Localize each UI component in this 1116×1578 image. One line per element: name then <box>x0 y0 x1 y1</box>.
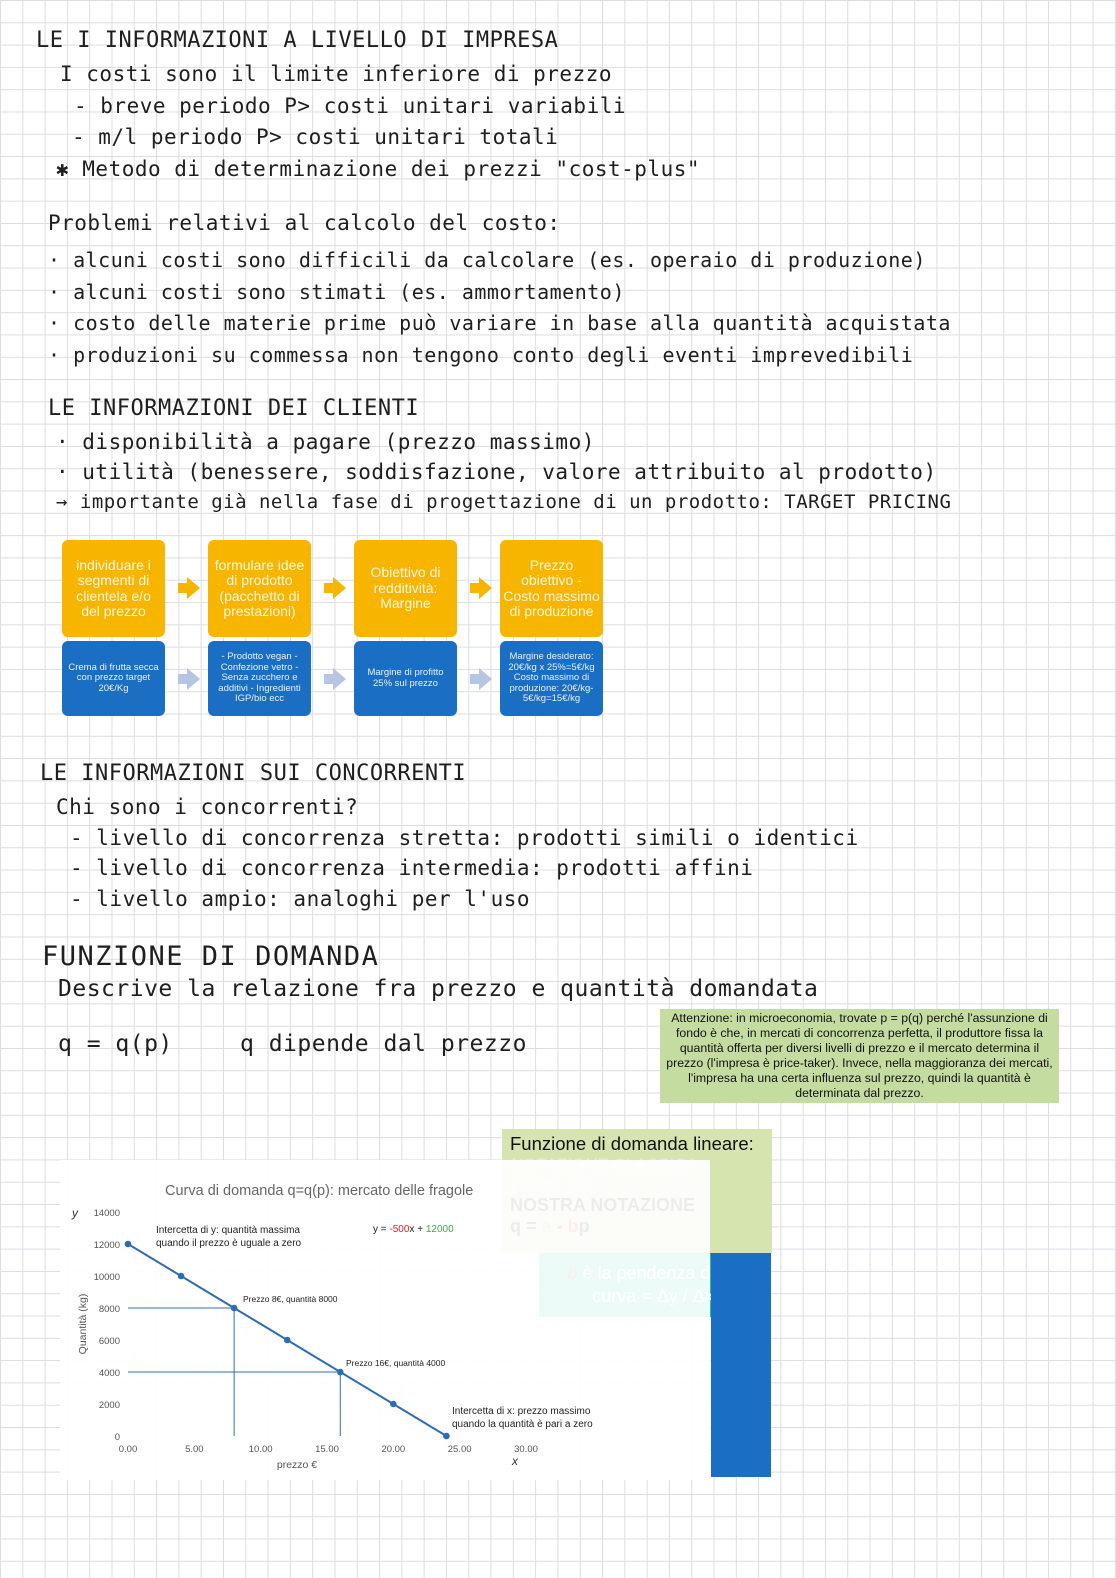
flow-arrow-icon <box>333 577 346 599</box>
x-tick-label: 15.00 <box>315 1444 339 1455</box>
x-tick-label: 25.00 <box>447 1444 472 1455</box>
x-tick-label: 0.00 <box>118 1444 138 1455</box>
flow-example-product: - Prodotto vegan - Confezione vetro - Senza zucchero e additivi - Ingredienti IGP/bio ecc <box>208 641 311 716</box>
data-point <box>284 1337 291 1344</box>
section3-title: LE INFORMAZIONI DEI CLIENTI <box>48 396 420 421</box>
section1-line: - breve periodo P> costi unitari variabili <box>74 94 627 118</box>
y-tick-label: 14000 <box>93 1208 120 1219</box>
annotation-point-16: Prezzo 16€, quantità 4000 <box>346 1358 446 1368</box>
data-point <box>231 1305 238 1312</box>
data-point <box>390 1401 397 1408</box>
section4-line: - livello ampio: analoghi per l'uso <box>70 887 531 911</box>
section5-title: FUNZIONE DI DOMANDA <box>42 941 380 972</box>
section2-line: · alcuni costi sono stimati (es. ammortamento) <box>48 280 625 304</box>
flow-step-product-ideas: formulare idee di prodotto (pacchetto di prestazioni) <box>208 540 311 637</box>
demand-formula-note: q dipende dal prezzo <box>240 1031 527 1057</box>
section1-line: - m/l periodo P> costi unitari totali <box>72 125 559 149</box>
data-point <box>337 1369 344 1376</box>
section4-title: LE INFORMAZIONI SUI CONCORRENTI <box>40 761 467 786</box>
y-tick-label: 6000 <box>98 1336 120 1347</box>
linear-demand-title: Funzione di domanda lineare: <box>510 1133 754 1154</box>
x-axis-label: prezzo € <box>276 1459 318 1471</box>
annotation-x-intercept: quando la quantità è pari a zero <box>452 1419 593 1430</box>
annotation-point-8: Prezzo 8€, quantità 8000 <box>243 1294 338 1304</box>
flow-step-segments: individuare i segmenti di clientela e/o del prezzo <box>62 540 165 637</box>
section1-line: I costi sono il limite inferiore di prezzo <box>60 62 613 86</box>
section2-line: · produzioni su commessa non tengono conto degli eventi imprevedibili <box>48 343 914 367</box>
flow-example-target-price: Margine desiderato: 20€/kg x 25%=5€/kg Costo massimo di produzione: 20€/kg-5€/kg=15€/kg <box>500 641 603 716</box>
equation-part: -500 <box>389 1224 410 1235</box>
flow-arrow-icon <box>479 577 492 599</box>
data-point <box>443 1433 450 1440</box>
equation-part: 12000 <box>425 1224 454 1235</box>
demand-curve-chart <box>60 1160 710 1480</box>
y-tick-label: 2000 <box>98 1400 120 1411</box>
section3-line: → importante già nella fase di progettazione di un prodotto: TARGET PRICING <box>56 491 952 513</box>
section5-line: Descrive la relazione fra prezzo e quantità domandata <box>58 976 819 1002</box>
y-tick-label: 12000 <box>93 1240 120 1251</box>
decorative-blue-bar <box>711 1253 771 1477</box>
x-tick-label: 30.00 <box>514 1444 538 1455</box>
section2-line: · costo delle materie prime può variare in base alla quantità acquistata <box>48 311 951 335</box>
equation-part: y = <box>373 1224 390 1235</box>
chart-background <box>60 1160 710 1480</box>
demand-formula: q = q(p) <box>58 1031 173 1057</box>
flow-arrow-icon <box>333 668 346 690</box>
section3-line: · disponibilità a pagare (prezzo massimo) <box>56 430 595 454</box>
y-tick-label: 10000 <box>93 1272 120 1283</box>
y-axis-letter: y <box>72 1206 78 1220</box>
flow-arrow-icon <box>187 577 200 599</box>
section4-line: Chi sono i concorrenti? <box>56 795 359 819</box>
x-tick-label: 10.00 <box>248 1444 273 1455</box>
equation-part: x + <box>409 1224 426 1235</box>
flow-arrow-icon <box>479 668 492 690</box>
section2-title: Problemi relativi al calcolo del costo: <box>48 211 561 235</box>
flow-example-segment: Crema di frutta secca con prezzo target 20€/Kg <box>62 641 165 716</box>
microeconomics-note: Attenzione: in microeconomia, trovate p = p(q) perché l'assunzione di fondo è che, in mercati di concorrenza perfetta, il produttore fissa la quantità offerta per diversi livelli di prezzo e il mercato determina il prezzo (l'impresa è price-taker). Invece, nella maggioranza dei mercati, l'impresa ha una certa influenza sul prezzo, quindi la quantità è determinata dal prezzo. <box>660 1009 1059 1103</box>
y-axis-label: Quantità (kg) <box>77 1293 89 1355</box>
x-tick-label: 20.00 <box>381 1444 406 1455</box>
section3-line: · utilità (benessere, soddisfazione, valore attribuito al prodotto) <box>56 460 937 484</box>
trendline-equation <box>373 1224 454 1235</box>
x-axis-letter: x <box>512 1454 518 1468</box>
annotation-x-intercept: Intercetta di x: prezzo massimo <box>452 1406 591 1417</box>
section2-line: · alcuni costi sono difficili da calcolare (es. operaio di produzione) <box>48 248 926 272</box>
section4-line: - livello di concorrenza stretta: prodotti simili o identici <box>70 826 859 850</box>
flow-arrow-icon <box>187 668 200 690</box>
data-point <box>178 1273 185 1280</box>
flow-example-margin: Margine di profitto 25% sul prezzo <box>354 641 457 716</box>
section1-line: ✱ Metodo di determinazione dei prezzi "cost-plus" <box>56 157 701 181</box>
section1-title: LE I INFORMAZIONI A LIVELLO DI IMPRESA <box>36 28 559 53</box>
y-tick-label: 4000 <box>98 1368 120 1379</box>
section4-line: - livello di concorrenza intermedia: prodotti affini <box>70 856 754 880</box>
x-tick-label: 5.00 <box>185 1444 204 1455</box>
chart-title: Curva di domanda q=q(p): mercato delle fragole <box>165 1183 474 1199</box>
y-tick-label: 0 <box>114 1432 120 1443</box>
flow-step-margin: Obiettivo di redditività: Margine <box>354 540 457 637</box>
data-point <box>125 1241 132 1248</box>
annotation-y-intercept: quando il prezzo è uguale a zero <box>156 1238 302 1249</box>
annotation-y-intercept: Intercetta di y: quantità massima <box>156 1225 300 1236</box>
y-tick-label: 8000 <box>98 1304 120 1315</box>
flow-step-target-price: Prezzo obiettivo - Costo massimo di produzione <box>500 540 603 637</box>
